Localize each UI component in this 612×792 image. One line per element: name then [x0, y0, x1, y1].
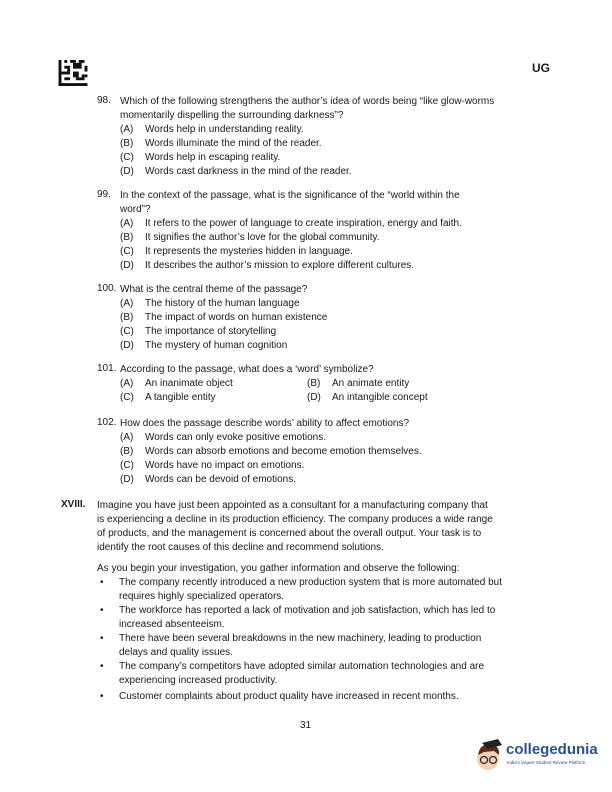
option-label: (B): [120, 232, 134, 243]
bullet-text: The company recently introduced a new production system that is more automated but: [119, 577, 502, 588]
question-102: [97, 417, 422, 487]
option-label: (D): [307, 392, 321, 403]
option: [120, 151, 494, 165]
option: [120, 165, 494, 179]
question-number: 98.: [97, 95, 111, 106]
bullet-text: increased absenteeism.: [119, 619, 225, 630]
section-number: XVIII.: [61, 499, 86, 510]
datamatrix-code-icon: [58, 60, 88, 86]
option-text: It refers to the power of language to create inspiration, energy and faith.: [145, 218, 462, 229]
question-text: momentarily dispelling the surrounding darkness”?: [120, 110, 344, 121]
bullet-item: [97, 690, 502, 704]
option-text: An inanimate object: [145, 378, 233, 389]
section-paragraph: As you begin your investigation, you gather information and observe the following:: [97, 563, 460, 574]
option-label: (B): [120, 446, 134, 457]
option: [120, 391, 307, 405]
option-text: It signifies the author’s love for the global community.: [145, 232, 380, 243]
section-intro: is experiencing a decline in its production efficiency. The company produces a wide range: [97, 514, 493, 525]
option: [120, 459, 422, 473]
option: [120, 445, 422, 459]
option: [120, 259, 462, 273]
option-text: Words can be devoid of emotions.: [145, 474, 297, 485]
option: [120, 137, 494, 151]
section-intro: identify the root causes of this decline and recommend solutions.: [97, 542, 384, 553]
option-text: The history of the human language: [145, 298, 300, 309]
bullet-text: experiencing increased productivity.: [119, 675, 278, 686]
question-number: 102.: [97, 417, 117, 428]
logo-tagline: India's largest Student Review Platform: [507, 760, 586, 765]
bullet-text: requires highly specialized operators.: [119, 591, 285, 602]
option-label: (A): [120, 218, 134, 229]
question-text: In the context of the passage, what is the significance of the “world within the: [120, 190, 460, 201]
option: [120, 377, 307, 391]
question-text: According to the passage, what does a ‘word’ symbolize?: [120, 364, 374, 375]
option-label: (C): [120, 460, 134, 471]
bullet-icon: •: [100, 661, 104, 672]
option-label: (B): [120, 312, 134, 323]
option-text: The importance of storytelling: [145, 326, 277, 337]
option-text: It describes the author’s mission to explore different cultures.: [145, 260, 415, 271]
option-label: (C): [120, 392, 134, 403]
option-text: The mystery of human cognition: [145, 340, 288, 351]
option-label: (D): [120, 474, 134, 485]
option-text: It represents the mysteries hidden in language.: [145, 246, 353, 257]
question-text: How does the passage describe words’ ability to affect emotions?: [120, 418, 410, 429]
question-number: 100.: [97, 283, 117, 294]
option: [120, 473, 422, 487]
logo-name: collegedunia: [506, 741, 598, 758]
option-label: (A): [120, 378, 134, 389]
option: [120, 231, 462, 245]
option-text: An animate entity: [332, 378, 410, 389]
bullet-text: Customer complaints about product quality have increased in recent months.: [119, 691, 459, 702]
bullet-item: [97, 576, 502, 604]
option-text: A tangible entity: [145, 392, 216, 403]
option: [120, 123, 494, 137]
option: [120, 245, 462, 259]
page-number: 31: [300, 720, 312, 731]
mascot-icon: [476, 737, 502, 773]
option-label: (D): [120, 166, 134, 177]
option-text: Words illuminate the mind of the reader.: [145, 138, 322, 149]
option-label: (A): [120, 432, 134, 443]
section-intro: of products, and the management is concerned about the overall output. Your task is to: [97, 528, 482, 539]
bullet-icon: •: [100, 633, 104, 644]
section-intro: Imagine you have just been appointed as a consultant for a manufacturing company that: [97, 500, 488, 511]
option: [120, 297, 327, 311]
option-text: An intangible concept: [332, 392, 428, 403]
option-text: The impact of words on human existence: [145, 312, 328, 323]
option-label: (B): [120, 138, 134, 149]
bullet-text: There have been several breakdowns in the new machinery, leading to production: [119, 633, 482, 644]
option-label: (C): [120, 246, 134, 257]
bullet-icon: •: [100, 605, 104, 616]
option: [120, 431, 422, 445]
option: [307, 391, 428, 405]
option: [120, 339, 327, 353]
option-label: (C): [120, 326, 134, 337]
question-number: 101.: [97, 363, 117, 374]
question-text: Which of the following strengthens the author’s idea of words being “like glow-worms: [120, 96, 495, 107]
bullet-text: delays and quality issues.: [119, 647, 233, 658]
bullet-text: The workforce has reported a lack of motivation and job satisfaction, which has led to: [119, 605, 496, 616]
option-text: Words can absorb emotions and become emotion themselves.: [145, 446, 422, 457]
question-text: What is the central theme of the passage?: [120, 284, 308, 295]
option-label: (A): [120, 124, 134, 135]
question-101: [97, 363, 428, 405]
bullet-text: The company’s competitors have adopted similar automation technologies and are: [119, 661, 485, 672]
option-label: (D): [120, 260, 134, 271]
bullet-item: [97, 632, 502, 660]
question-99: [97, 189, 462, 273]
option: [307, 377, 428, 391]
option-text: Words help in escaping reality.: [145, 152, 281, 163]
header-label: UG: [532, 61, 550, 75]
option-text: Words help in understanding reality.: [145, 124, 304, 135]
option-label: (A): [120, 298, 134, 309]
bullet-item: [97, 604, 502, 632]
option-label: (D): [120, 340, 134, 351]
question-number: 99.: [97, 189, 111, 200]
option-text: Words have no impact on emotions.: [145, 460, 305, 471]
option: [120, 325, 327, 339]
option-label: (B): [307, 378, 321, 389]
bullet-item: [97, 660, 502, 688]
bullet-icon: •: [100, 691, 104, 702]
option-text: Words can only evoke positive emotions.: [145, 432, 327, 443]
question-100: [97, 283, 327, 353]
option: [120, 217, 462, 231]
question-98: [97, 95, 494, 179]
bullet-icon: •: [100, 577, 104, 588]
option: [120, 311, 327, 325]
option-text: Words cast darkness in the mind of the reader.: [145, 166, 352, 177]
option-label: (C): [120, 152, 134, 163]
question-text: word”?: [120, 204, 151, 215]
